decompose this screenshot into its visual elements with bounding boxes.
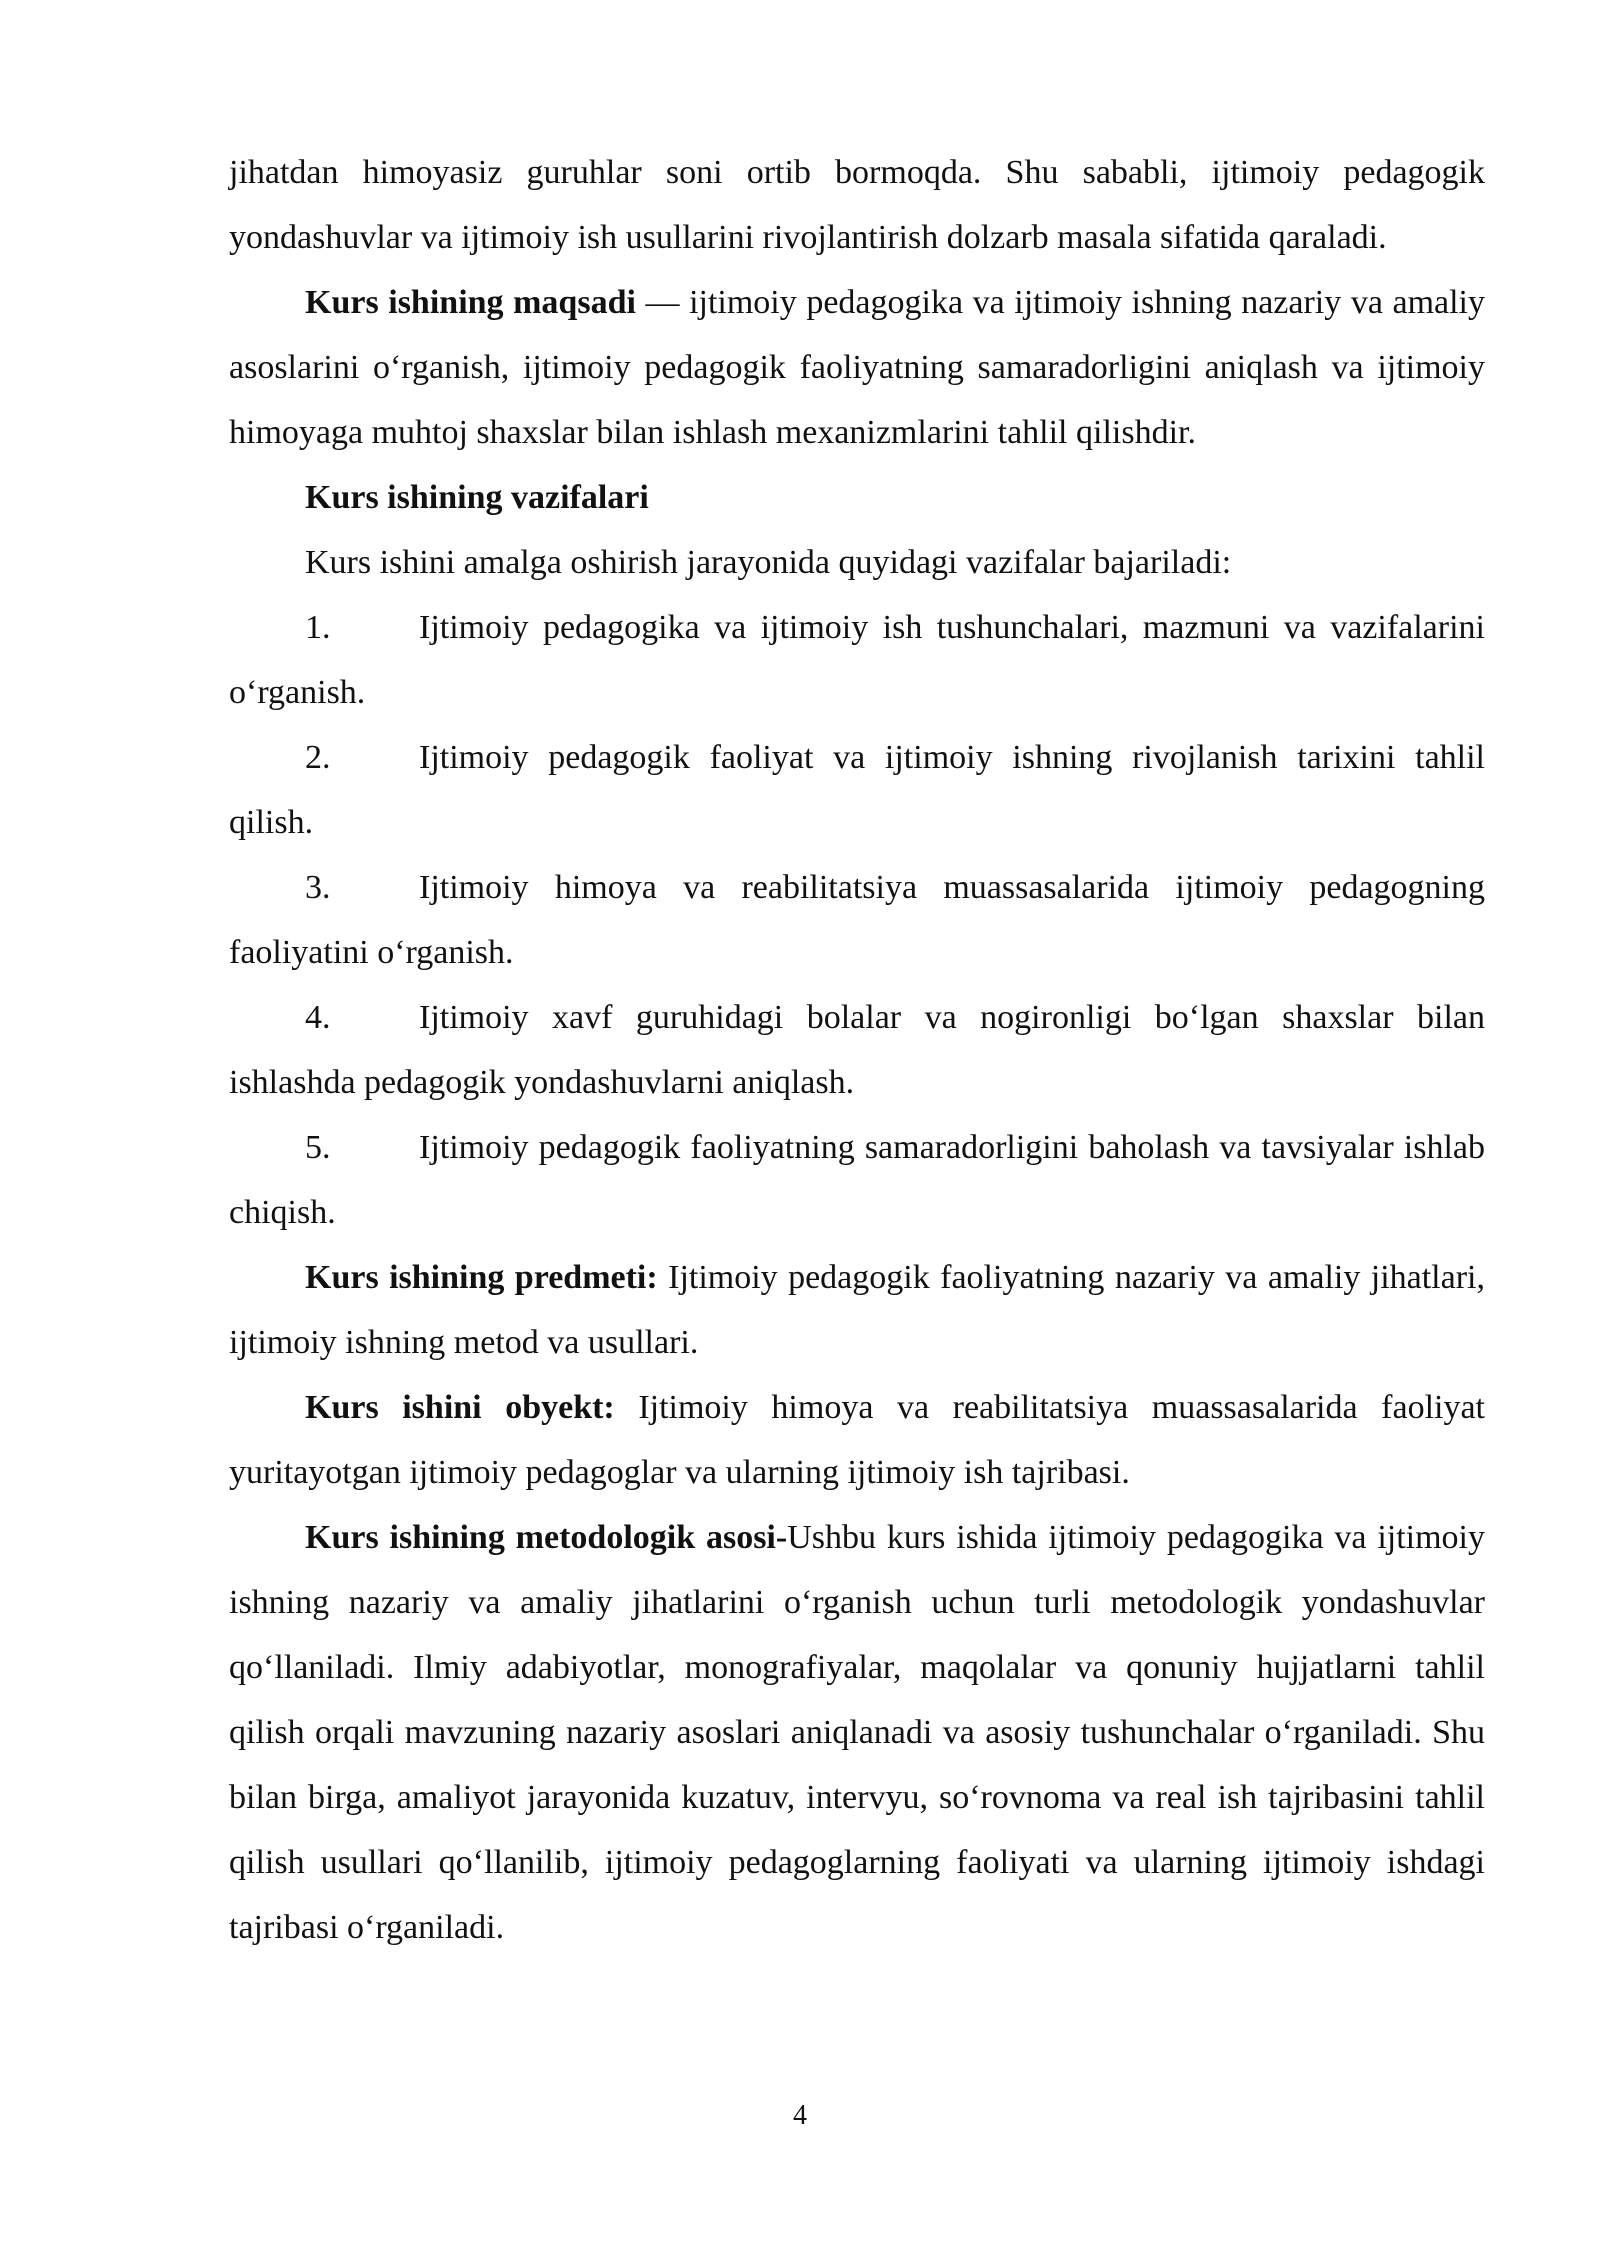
- methodology-text: Ushbu kurs ishida ijtimoiy pedagogika va ijtimoiy ishning nazariy va amaliy jihatlarini o‘rganish uchun turli metodologik yondashuvlar qo‘llaniladi. Ilmiy adabiyotlar, monografiyalar, maqolalar va qonuniy hujjatlarni tahlil qilish orqali mavzuning nazariy asoslari aniqlanadi va asosiy tushunchalar o‘rganiladi. Shu bilan birga, amaliyot jarayonida kuzatuv, intervyu, so‘rovnoma va real ish tajribasini tahlil qilish usullari qo‘llanilib, ijtimoiy pedagoglarning faoliyati va ularning ijtimoiy ishdagi tajribasi o‘rganiladi.: [229, 1519, 1486, 1946]
- task-text: Ijtimoiy pedagogik faoliyat va ijtimoiy ishning rivojlanish tarixini tahlil qilish.: [229, 739, 1485, 841]
- goal-label: Kurs ishining maqsadi: [305, 284, 636, 321]
- goal-paragraph: [229, 270, 1485, 465]
- task-number: 1.: [305, 609, 331, 646]
- task-text: Ijtimoiy pedagogika va ijtimoiy ish tushunchalari, mazmuni va vazifalarini o‘rganish.: [229, 609, 1485, 711]
- methodology-label: Kurs ishining metodologik asosi-: [305, 1519, 788, 1556]
- task-text: Ijtimoiy himoya va reabilitatsiya muassasalarida ijtimoiy pedagogning faoliyatini o‘rganish.: [229, 869, 1485, 971]
- page-number: 4: [793, 2100, 807, 2131]
- goal-text: — ijtimoiy pedagogika va ijtimoiy ishning nazariy va amaliy asoslarini o‘rganish, ijtimoiy pedagogik faoliyatning samaradorligini aniqlash va ijtimoiy himoyaga muhtoj shaxslar bilan ishlash mexanizmlarini tahlil qilishdir.: [229, 284, 1485, 451]
- task-text: Ijtimoiy pedagogik faoliyatning samaradorligini baholash va tavsiyalar ishlab chiqish.: [229, 1129, 1485, 1231]
- task-item-5: [229, 1115, 1485, 1245]
- task-number: 4.: [305, 999, 331, 1036]
- intro-paragraph: jihatdan himoyasiz guruhlar soni ortib bormoqda. Shu sababli, ijtimoiy pedagogik yondashuvlar va ijtimoiy ish usullarini rivojlantirish dolzarb masala sifatida qaraladi.: [229, 154, 1485, 256]
- subject-label: Kurs ishining predmeti:: [305, 1259, 658, 1296]
- object-paragraph: [229, 1375, 1485, 1505]
- subject-text: Ijtimoiy pedagogik faoliyatning nazariy va amaliy jihatlari, ijtimoiy ishning metod va usullari.: [229, 1259, 1485, 1361]
- object-text: Ijtimoiy himoya va reabilitatsiya muassasalarida faoliyat yuritayotgan ijtimoiy pedagoglar va ularning ijtimoiy ish tajribasi.: [229, 1389, 1485, 1491]
- tasks-heading-paragraph: [229, 465, 1485, 530]
- methodology-paragraph: [229, 1505, 1485, 1960]
- document-page: [229, 140, 1485, 1960]
- tasks-heading: Kurs ishining vazifalari: [305, 479, 649, 516]
- task-number: 3.: [305, 869, 331, 906]
- task-number: 2.: [305, 739, 331, 776]
- task-item-1: [229, 595, 1485, 725]
- tasks-intro: Kurs ishini amalga oshirish jarayonida quyidagi vazifalar bajariladi:: [305, 544, 1232, 581]
- task-number: 5.: [305, 1129, 331, 1166]
- task-item-4: [229, 985, 1485, 1115]
- subject-paragraph: [229, 1245, 1485, 1375]
- task-text: Ijtimoiy xavf guruhidagi bolalar va nogironligi bo‘lgan shaxslar bilan ishlashda pedagogik yondashuvlarni aniqlash.: [229, 999, 1485, 1101]
- task-item-3: [229, 855, 1485, 985]
- object-label: Kurs ishini obyekt:: [305, 1389, 615, 1426]
- task-item-2: [229, 725, 1485, 855]
